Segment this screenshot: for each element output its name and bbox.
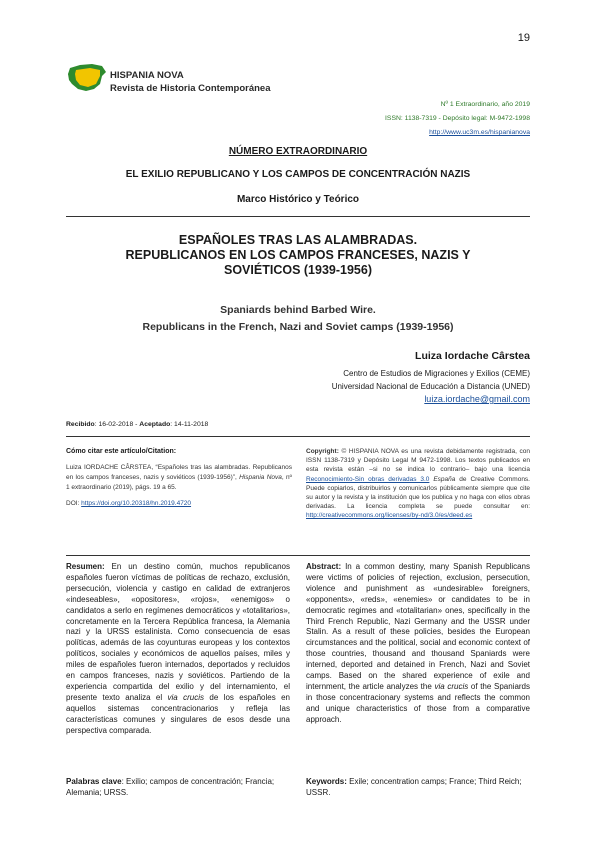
citation-title: Cómo citar este artículo/Citation: (66, 448, 177, 455)
accepted-label: Aceptado (139, 421, 171, 428)
keywords-es: Palabras clave: Exilio; campos de concentración; Francia; Alemania; URSS. (66, 777, 275, 797)
abstract-divider (66, 555, 530, 556)
license-link[interactable]: Reconocimiento-Sin obras derivadas 3.0 (306, 475, 430, 483)
journal-name: HISPANIA NOVA (110, 70, 184, 81)
keywords-es-label: Palabras clave (66, 777, 122, 786)
received-date: : 16-02-2018 - (94, 421, 140, 428)
author-block (332, 350, 530, 406)
page-number: 19 (517, 32, 530, 44)
issn-line: ISSN: 1138-7319 - Depósito legal: M-9472-1998 (385, 115, 530, 122)
abstract-en-label: Abstract: (306, 562, 342, 571)
iberian-peninsula-logo (66, 62, 110, 94)
dossier-heading: EL EXILIO REPUBLICANO Y LOS CAMPOS DE CONCENTRACIÓN NAZIS (125, 169, 471, 180)
citation-text: Luiza IORDACHE CÂRSTEA, “Españoles tras las alambradas. Republicanos en los campos franceses, nazis y soviéticos (1939-1956)”, Hispania Nova, nº 1 extraordinario (2019), págs. 19 a 65. (66, 464, 292, 491)
author-email-link[interactable]: luiza.iordache@gmail.com (424, 394, 530, 404)
received-label: Recibido (66, 421, 95, 428)
author-affiliation: Universidad Nacional de Educación a Distancia (UNED) (331, 382, 530, 391)
keywords-en: Keywords: Exile; concentration camps; France; Third Reich; USSR. (306, 777, 522, 797)
dates-divider (66, 436, 530, 437)
title-en-line: Spaniards behind Barbed Wire. (220, 304, 376, 316)
section-heading: Marco Histórico y Teórico (236, 194, 360, 205)
abstract-es-label: Resumen: (66, 562, 105, 571)
license-url-link[interactable]: http://creativecommons.org/licenses/by-nd/3.0/es/deed.es (306, 512, 473, 520)
header-divider (66, 216, 530, 217)
abstract-es: Resumen: En un destino común, muchos republicanos españoles fueron víctimas de políticas de rechazo, exclusión, persecución, violencia y castigo en calidad de extranjeros «indeseables», «opositores», «rojos», «enemigos» o candidatos a serlo en regímenes democráticos y «totalitarios», concretamente en la Tercera República francesa, la Alemania nazi y la URSS estalinista. Como consecuencia de esas políticas, además de las coyunturas europeas y los contextos políticos, sociales y económicos de aquellos países, miles y miles de españoles fueron internados, deportados y recluidos en campos franceses, nazis y soviéticos. Partiendo de la experiencia compartida del exilio y del internamiento, el presente texto analiza el via crucis de los españoles en aquellos sistemas concentracionarios y refleja las características comunes y singulares de esos desde una perspectiva comparada. (66, 562, 291, 735)
section-headings (66, 145, 530, 207)
title-en-line: Republicans in the French, Nazi and Soviet camps (1939-1956) (142, 321, 454, 333)
abstract-en: Abstract: In a common destiny, many Spanish Republicans were victims of policies of rejection, exclusion, persecution, violence and punishment as «undesirable» foreigners, «opponents», «reds», «enemies» or candidates to be in democratic regimes and «totalitarian» ones, specifically in the Third French Republic, Nazi Germany and the USSR under Stalin. As a result of these policies, besides the European circumstances and the political, social and economic context of those countries, thousand and thousand Spaniards were interned, deported and detained in French, Nazi and Soviet camps. Based on the shared experience of exile and internment, the article analyzes the via crucis of the Spaniards in those concentracionary systems and reflects the common and unique characteristics of those from a comparative approach. (306, 562, 531, 724)
issue-info (385, 98, 530, 140)
title-es-line: SOVIÉTICOS (1939-1956) (224, 263, 372, 277)
journal-masthead (110, 69, 271, 95)
keywords-en-label: Keywords: (306, 777, 347, 786)
citation-doi: DOI: https://doi.org/10.20318/hn.2019.4720 (66, 500, 192, 507)
article-title-es (66, 233, 530, 278)
submission-dates (66, 421, 208, 428)
copyright-block: Copyright: © HISPANIA NOVA es una revista debidamente registrada, con ISSN 1138-7319 y Depósito Legal M 9472-1998. Los textos publicados en esta revista están –si no se indica lo contrario– bajo una licencia Reconocimiento-Sin obras derivadas 3.0 España de Creative Commons. Puede copiarlos, distribuirlos y comunicarlos públicamente siempre que cite su autor y la revista y la institución que los publica y no haga con ellos obras derivadas. La licencia completa se puede consultar en: http://creativecommons.org/licenses/by-nd/3.0/es/deed.es (306, 448, 530, 520)
title-es-line: REPUBLICANOS EN LOS CAMPOS FRANCESES, NAZIS Y (125, 248, 471, 262)
author-affiliation: Centro de Estudios de Migraciones y Exilios (CEME) (343, 369, 530, 378)
title-es-line: ESPAÑOLES TRAS LAS ALAMBRADAS. (178, 233, 418, 247)
author-name: Luiza Iordache Cârstea (415, 350, 530, 362)
article-title-en (66, 302, 530, 336)
issue-number: Nº 1 Extraordinario, año 2019 (440, 101, 530, 108)
special-issue-heading: NÚMERO EXTRAORDINARIO (228, 146, 368, 157)
journal-subtitle: Revista de Historia Contemporánea (110, 83, 271, 94)
citation-block (66, 447, 292, 509)
journal-url-link[interactable]: http://www.uc3m.es/hispanianova (429, 129, 530, 136)
doi-link[interactable]: https://doi.org/10.20318/hn.2019.4720 (81, 500, 192, 507)
accepted-date: : 14-11-2018 (170, 421, 209, 428)
copyright-label: Copyright: (306, 448, 339, 455)
